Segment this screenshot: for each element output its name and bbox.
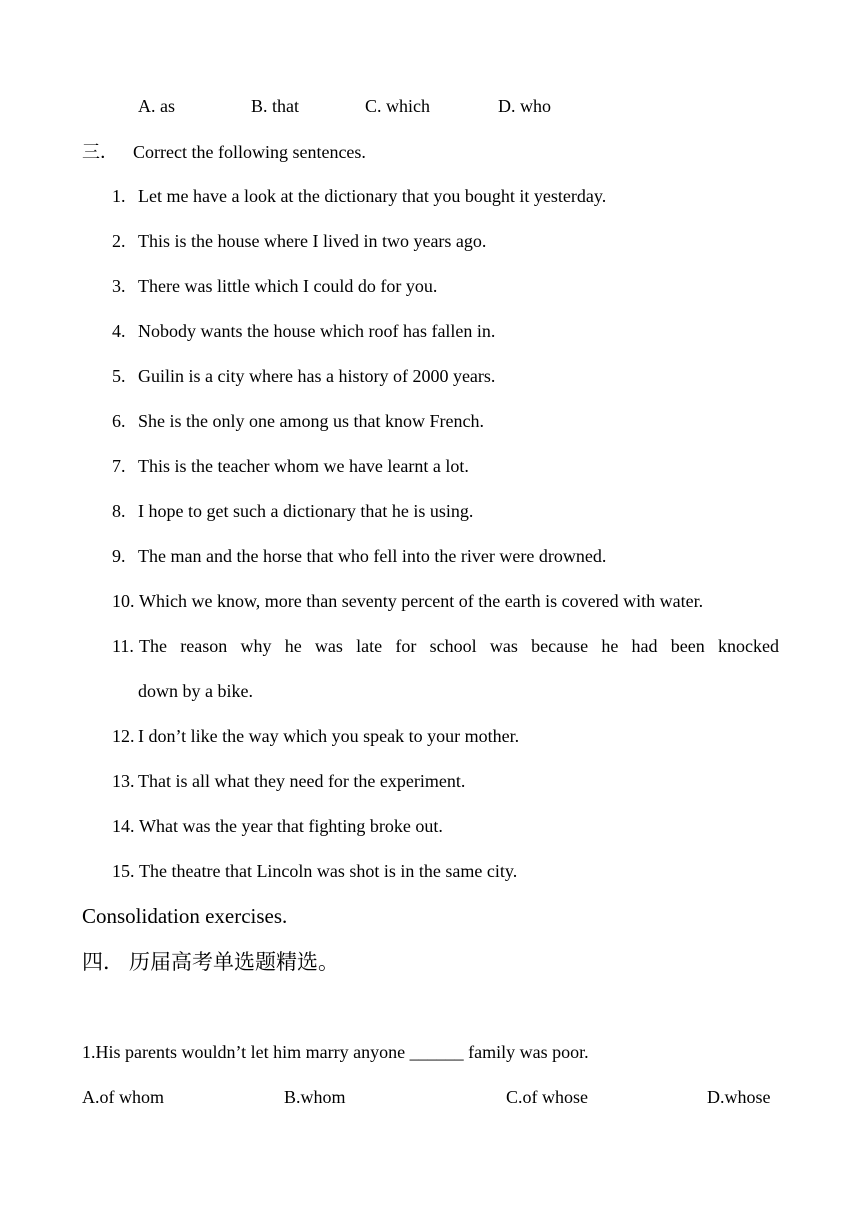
question-option-b: B.whom [284,1087,346,1107]
option-c: C. which [365,96,430,116]
sentence-text: I don’t like the way which you speak to your mother. [138,726,520,746]
sentence-text: She is the only one among us that know French. [138,411,484,431]
section-4-title: 历届高考单选题精选。 [129,950,339,974]
option-a: A. as [138,96,175,116]
sentence-text: The man and the horse that who fell into the river were drowned. [138,546,607,566]
sentence-text: The reason why he was late for school was because he had been knocked [139,636,779,656]
sentence-text: Let me have a look at the dictionary that you bought it yesterday. [138,186,607,206]
sentence-text: Which we know, more than seventy percent of the earth is covered with water. [139,591,704,611]
sentence-number: 13. [112,771,135,791]
sentence-number: 4. [112,321,126,341]
sentence-number: 6. [112,411,126,431]
option-d: D. who [498,96,551,116]
sentence-number: 2. [112,231,126,251]
sentence-number: 5. [112,366,126,386]
sentence-number: 12. [112,726,135,746]
sentence-text: That is all what they need for the experiment. [138,771,466,791]
sentence-text: What was the year that fighting broke out. [139,816,443,836]
sentence-text: There was little which I could do for you. [138,276,438,296]
section-3-title: Correct the following sentences. [133,142,366,162]
sentence-number: 11. [112,636,134,656]
sentence-text: The theatre that Lincoln was shot is in the same city. [139,861,518,881]
consolidation-heading: Consolidation exercises. [82,904,288,928]
sentence-text: Guilin is a city where has a history of 2000 years. [138,366,496,386]
sentence-text: I hope to get such a dictionary that he is using. [138,501,474,521]
sentence-number: 8. [112,501,126,521]
sentence-number: 14. [112,816,135,836]
sentence-number: 3. [112,276,126,296]
sentence-number: 10. [112,591,135,611]
sentence-number: 15. [112,861,135,881]
option-b: B. that [251,96,299,116]
section-4-marker: 四． [82,950,124,974]
sentence-number: 7. [112,456,126,476]
sentence-text: This is the house where I lived in two years ago. [138,231,487,251]
question-text: 1.His parents wouldn’t let him marry anyone ______ family was poor. [82,1042,589,1062]
sentence-text: Nobody wants the house which roof has fallen in. [138,321,496,341]
question-option-a: A.of whom [82,1087,164,1107]
section-3-marker: 三． [82,142,118,162]
sentence-text: This is the teacher whom we have learnt a lot. [138,456,469,476]
sentence-number: 1. [112,186,126,206]
sentence-continuation: down by a bike. [138,681,253,701]
question-option-c: C.of whose [506,1087,588,1107]
sentence-number: 9. [112,546,126,566]
question-option-d: D.whose [707,1087,771,1107]
